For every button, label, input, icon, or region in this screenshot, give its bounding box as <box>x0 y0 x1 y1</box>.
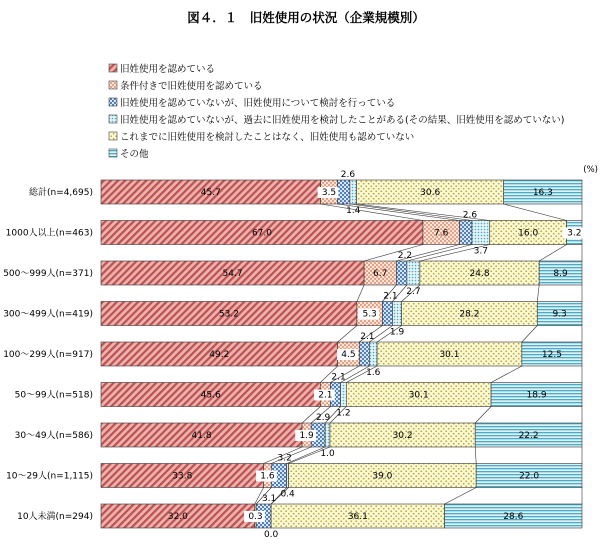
value-label-2-4: 24.8 <box>469 269 490 279</box>
connector-line-1-3 <box>407 245 472 262</box>
bar-segment-1-2 <box>459 221 471 245</box>
connector-line-0-1 <box>321 204 423 221</box>
category-labels <box>3 186 93 522</box>
value-label-4-4: 30.1 <box>439 350 460 360</box>
value-label-0-4: 30.6 <box>420 188 441 198</box>
connector-line-6-5 <box>475 447 476 464</box>
value-label-8-2: 3.1 <box>261 494 277 504</box>
value-label-2-2: 2.2 <box>397 251 413 261</box>
legend-label-2: 旧姓使用を認めていないが、旧姓使用について検討を行っている <box>120 98 396 109</box>
category-label-8: 10人未満(n=294) <box>17 512 93 522</box>
value-label-2-5: 8.9 <box>553 269 568 279</box>
bar-segment-1-3 <box>472 221 490 245</box>
value-label-7-4: 39.0 <box>372 471 393 482</box>
legend-swatch-5 <box>109 149 117 157</box>
value-label-5-1: 2.1 <box>318 390 333 401</box>
value-label-5-2: 2.1 <box>331 372 346 383</box>
connector-line-5-5 <box>475 407 491 424</box>
connector-line-0-5 <box>504 204 567 221</box>
value-label-7-1: 1.6 <box>260 471 275 482</box>
value-label-5-3: 1.2 <box>336 408 351 419</box>
value-label-4-5: 12.5 <box>541 350 562 360</box>
value-label-1-3: 3.7 <box>473 246 489 257</box>
value-label-3-0: 53.2 <box>218 309 239 320</box>
legend-label-3: 旧姓使用を認めていないが、過去に旧姓使用を検討したことがある(その結果、旧姓使用を認めていない) <box>120 115 565 126</box>
legend-label-5: その他 <box>120 149 149 160</box>
bar-segment-6-3 <box>325 423 330 447</box>
category-label-4: 100～299人(n=917) <box>3 350 93 360</box>
value-label-6-3: 1.0 <box>320 449 335 459</box>
value-label-8-0: 32.0 <box>167 512 188 522</box>
value-label-8-4: 36.1 <box>347 512 368 522</box>
unit-label: (%) <box>583 165 598 175</box>
bar-segment-3-2 <box>382 302 392 326</box>
legend-swatch-4 <box>109 132 117 140</box>
value-label-5-4: 30.1 <box>408 390 429 401</box>
value-label-1-0: 67.0 <box>251 228 272 239</box>
legend-label-1: 条件付きで旧姓使用を認めている <box>120 81 263 92</box>
bar-segment-0-2 <box>337 180 349 204</box>
connector-line-7-5 <box>445 488 477 505</box>
value-label-6-4: 30.2 <box>392 431 413 441</box>
value-label-1-1: 7.6 <box>434 228 449 239</box>
bar-segment-4-2 <box>359 342 369 366</box>
value-label-3-2: 2.1 <box>383 291 398 302</box>
value-label-6-2: 2.9 <box>315 413 331 423</box>
value-label-1-5: 3.2 <box>567 228 582 239</box>
category-label-7: 10～29人(n=1,115) <box>6 471 93 482</box>
connector-line-2-1 <box>357 285 364 302</box>
value-label-5-5: 18.9 <box>526 390 547 401</box>
category-label-1: 1000人以上(n=463) <box>5 228 93 239</box>
value-label-0-5: 16.3 <box>532 188 553 198</box>
value-label-7-5: 22.0 <box>519 471 540 482</box>
value-label-3-5: 9.3 <box>552 309 567 320</box>
value-label-8-1: 0.3 <box>248 512 263 522</box>
connector-line-3-5 <box>522 326 537 343</box>
legend-swatch-1 <box>109 81 117 89</box>
value-label-8-3: 0.0 <box>263 530 279 540</box>
bar-segment-4-3 <box>369 342 377 366</box>
value-label-7-0: 33.8 <box>172 471 193 482</box>
value-label-4-0: 49.2 <box>209 350 230 360</box>
category-label-3: 300～499人(n=419) <box>3 309 93 320</box>
legend-swatch-0 <box>109 64 117 72</box>
bar-segment-5-3 <box>341 383 347 407</box>
value-label-5-0: 45.6 <box>200 390 221 401</box>
chart-title: 図４．１ 旧姓使用の状況（企業規模別） <box>187 10 425 25</box>
value-label-4-2: 2.1 <box>360 332 375 342</box>
value-label-4-3: 1.6 <box>366 368 381 378</box>
bar-segment-3-3 <box>392 302 401 326</box>
category-label-2: 500～999人(n=371) <box>3 269 93 279</box>
bar-segment-2-3 <box>407 261 420 285</box>
legend-swatch-2 <box>109 98 117 106</box>
legend <box>109 63 564 160</box>
connector-line-1-5 <box>539 245 566 262</box>
value-label-3-3: 1.9 <box>389 327 405 338</box>
value-label-2-3: 2.7 <box>406 287 421 297</box>
value-label-7-3: 0.4 <box>280 489 295 500</box>
connector-line-3-1 <box>338 326 357 343</box>
value-label-3-1: 5.3 <box>362 309 377 320</box>
value-label-2-1: 6.7 <box>373 269 388 279</box>
bar-segment-0-3 <box>350 180 357 204</box>
connector-line-2-5 <box>537 285 539 302</box>
bar-segment-2-2 <box>396 261 407 285</box>
value-label-3-4: 28.2 <box>459 309 480 320</box>
value-label-6-5: 22.2 <box>518 431 539 441</box>
value-label-0-1: 3.5 <box>321 188 337 198</box>
value-label-0-3: 1.4 <box>346 206 361 216</box>
category-label-6: 30～49人(n=586) <box>14 431 93 441</box>
value-label-1-2: 2.6 <box>462 210 478 221</box>
value-label-6-0: 41.8 <box>191 431 212 441</box>
value-label-6-1: 1.9 <box>299 431 314 441</box>
value-label-1-4: 16.0 <box>518 228 539 239</box>
value-label-2-0: 54.7 <box>222 269 243 279</box>
legend-label-4: これまでに旧姓使用を検討したことはなく、旧姓使用も認めていない <box>120 132 415 143</box>
category-label-5: 50～99人(n=518) <box>14 390 93 401</box>
category-label-0: 総計(n=4,695) <box>28 188 93 198</box>
value-label-4-1: 4.5 <box>341 350 356 360</box>
connector-line-1-1 <box>364 245 423 262</box>
legend-label-0: 旧姓使用を認めている <box>120 64 216 75</box>
value-label-0-0: 45.7 <box>200 188 221 198</box>
legend-swatch-3 <box>109 115 117 123</box>
connector-line-4-5 <box>491 366 522 383</box>
connector-line-0-3 <box>350 204 472 221</box>
value-label-7-2: 3.2 <box>277 453 292 464</box>
value-label-8-5: 28.6 <box>503 512 524 522</box>
value-label-0-2: 2.6 <box>340 170 356 180</box>
